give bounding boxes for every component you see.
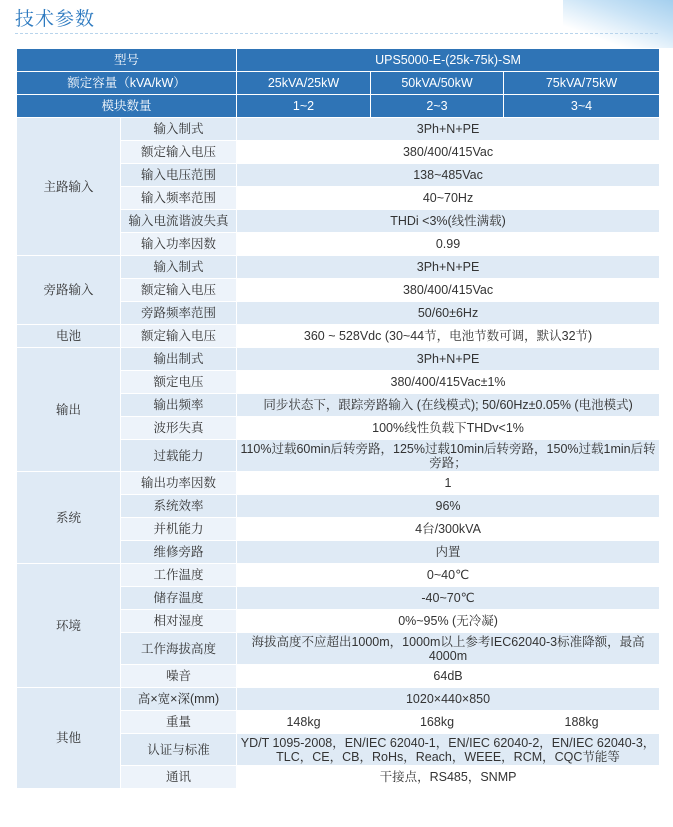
- row-label: 输入制式: [121, 118, 237, 141]
- category-environment: 环境: [17, 564, 121, 688]
- dimension-value: 1020×440×850: [237, 688, 660, 711]
- row-label: 输出频率: [121, 394, 237, 417]
- row-value: 110%过载60min后转旁路，125%过载10min后转旁路，150%过载1min后转旁路；: [237, 440, 660, 472]
- title-divider: [15, 33, 658, 34]
- modules-label: 模块数量: [17, 95, 237, 118]
- row-label: 旁路频率范围: [121, 302, 237, 325]
- weight-label: 重量: [121, 711, 237, 734]
- dimension-label: 高×宽×深(mm): [121, 688, 237, 711]
- row-label: 额定输入电压: [121, 279, 237, 302]
- category-main-input: 主路输入: [17, 118, 121, 256]
- row-value: -40~70℃: [237, 587, 660, 610]
- row-value: 4台/300kVA: [237, 518, 660, 541]
- category-other: 其他: [17, 688, 121, 789]
- modules-row: [17, 95, 660, 118]
- comm-label: 通讯: [121, 766, 237, 789]
- row-label: 输入频率范围: [121, 187, 237, 210]
- row-label: 输入电流谐波失真: [121, 210, 237, 233]
- table-row: [17, 688, 660, 711]
- capacity-label: 额定容量（kVA/kW）: [17, 72, 237, 95]
- row-value: 96%: [237, 495, 660, 518]
- row-label: 相对湿度: [121, 610, 237, 633]
- row-label: 输入电压范围: [121, 164, 237, 187]
- row-label: 额定电压: [121, 371, 237, 394]
- model-value: UPS5000-E-(25k-75k)-SM: [237, 49, 660, 72]
- model-label: 型号: [17, 49, 237, 72]
- row-label: 系统效率: [121, 495, 237, 518]
- category-battery: 电池: [17, 325, 121, 348]
- category-output: 输出: [17, 348, 121, 472]
- row-value: 3Ph+N+PE: [237, 118, 660, 141]
- row-label: 工作温度: [121, 564, 237, 587]
- capacity-50k: 50kVA/50kW: [371, 72, 504, 95]
- weight-25k: 148kg: [237, 711, 371, 734]
- table-row: [17, 256, 660, 279]
- row-label: 输出功率因数: [121, 472, 237, 495]
- row-label: 输入制式: [121, 256, 237, 279]
- row-value: 内置: [237, 541, 660, 564]
- row-label: 输入功率因数: [121, 233, 237, 256]
- row-value: 380/400/415Vac: [237, 141, 660, 164]
- modules-50k: 2~3: [371, 95, 504, 118]
- row-value: 50/60±6Hz: [237, 302, 660, 325]
- row-value: 1: [237, 472, 660, 495]
- row-label: 输出制式: [121, 348, 237, 371]
- row-value: 138~485Vac: [237, 164, 660, 187]
- row-label: 维修旁路: [121, 541, 237, 564]
- row-value: 3Ph+N+PE: [237, 256, 660, 279]
- table-row: [17, 325, 660, 348]
- row-label: 额定输入电压: [121, 325, 237, 348]
- capacity-75k: 75kVA/75kW: [504, 72, 660, 95]
- row-value: 360 ~ 528Vdc (30~44节，电池节数可调，默认32节): [237, 325, 660, 348]
- row-label: 并机能力: [121, 518, 237, 541]
- table-row: [17, 118, 660, 141]
- table-row: [17, 472, 660, 495]
- table-row: [17, 564, 660, 587]
- weight-75k: 188kg: [504, 711, 660, 734]
- row-value: 海拔高度不应超出1000m，1000m以上参考IEC62040-3标准降额，最高4000m: [237, 633, 660, 665]
- row-value: 0%~95% (无冷凝): [237, 610, 660, 633]
- model-row: [17, 49, 660, 72]
- modules-25k: 1~2: [237, 95, 371, 118]
- row-value: 0~40℃: [237, 564, 660, 587]
- row-label: 工作海拔高度: [121, 633, 237, 665]
- row-value: THDi <3%(线性满载): [237, 210, 660, 233]
- row-label: 过载能力: [121, 440, 237, 472]
- capacity-row: [17, 72, 660, 95]
- row-value: 0.99: [237, 233, 660, 256]
- spec-table: [16, 48, 660, 789]
- row-label: 额定输入电压: [121, 141, 237, 164]
- capacity-25k: 25kVA/25kW: [237, 72, 371, 95]
- row-value: 64dB: [237, 665, 660, 688]
- row-value: 40~70Hz: [237, 187, 660, 210]
- weight-50k: 168kg: [371, 711, 504, 734]
- row-value: 100%线性负载下THDv<1%: [237, 417, 660, 440]
- row-value: 同步状态下，跟踪旁路输入 (在线模式); 50/60Hz±0.05% (电池模式): [237, 394, 660, 417]
- category-bypass-input: 旁路输入: [17, 256, 121, 325]
- row-value: 3Ph+N+PE: [237, 348, 660, 371]
- row-label: 波形失真: [121, 417, 237, 440]
- corner-decoration: [563, 0, 673, 48]
- row-value: 380/400/415Vac: [237, 279, 660, 302]
- row-label: 噪音: [121, 665, 237, 688]
- row-label: 储存温度: [121, 587, 237, 610]
- category-system: 系统: [17, 472, 121, 564]
- table-row: [17, 348, 660, 371]
- comm-value: 干接点，RS485，SNMP: [237, 766, 660, 789]
- row-value: 380/400/415Vac±1%: [237, 371, 660, 394]
- modules-75k: 3~4: [504, 95, 660, 118]
- cert-label: 认证与标准: [121, 734, 237, 766]
- cert-value: YD/T 1095-2008，EN/IEC 62040-1，EN/IEC 62040-2，EN/IEC 62040-3，TLC，CE，CB，RoHs，Reach，WEEE，RCM，CQC节能等: [237, 734, 660, 766]
- page-title: 技术参数: [15, 8, 96, 30]
